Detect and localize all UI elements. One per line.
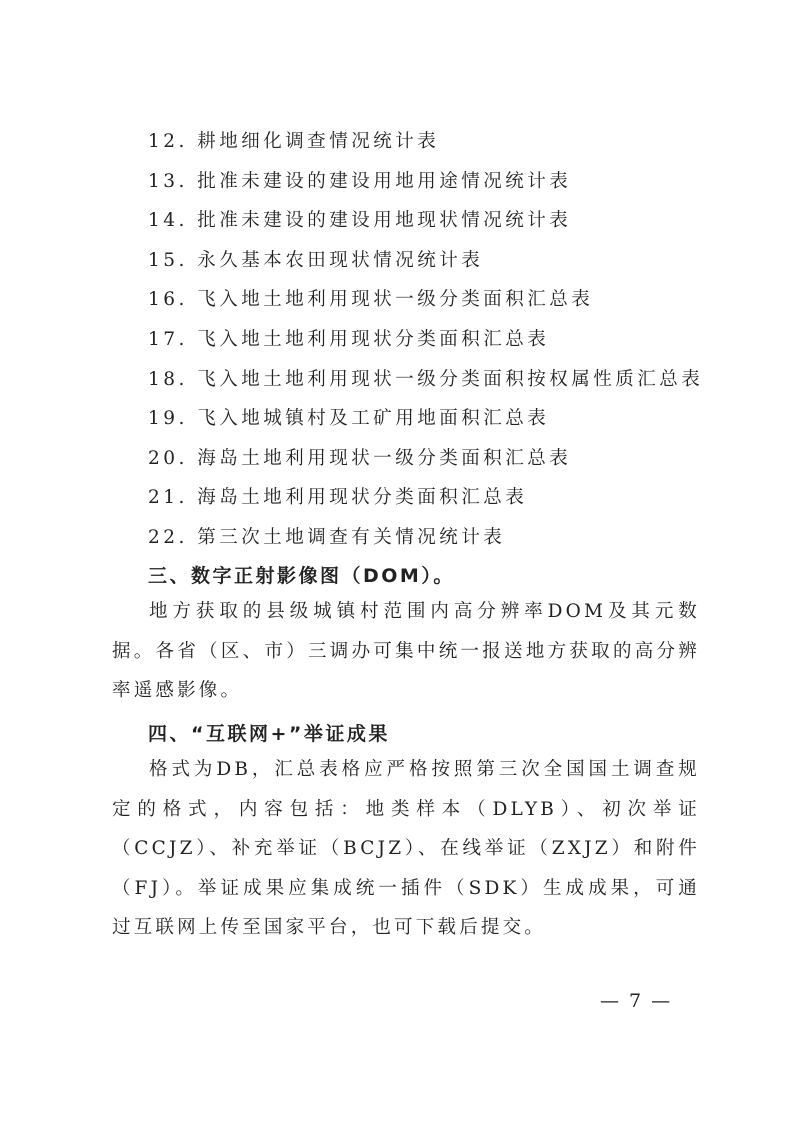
section-heading-evidence: 四、“互联网+”举证成果 (148, 723, 390, 745)
section-paragraph-dom: 地方获取的县级城镇村范围内高分辨率DOM及其元数据。各省（区、市）三调办可集中统一报送地方获取的高分辨率遥感影像。 (112, 601, 700, 702)
section-heading-dom: 三、数字正射影像图（DOM）。 (148, 565, 455, 587)
list-item: 22. 第三次土地调查有关情况统计表 (148, 526, 506, 548)
section-paragraph-evidence: 格式为DB，汇总表格应严格按照第三次全国国土调查规定的格式，内容包括：地类样本（DLYB）、初次举证（CCJZ）、补充举证（BCJZ）、在线举证（ZXJZ）和附件（FJ）。举证成果应集成统一插件（SDK）生成成果，可通过互联网上传至国家平台，也可下载后提交。 (112, 759, 700, 939)
list-item: 12. 耕地细化调查情况统计表 (148, 131, 440, 152)
list-item: 21. 海岛土地利用现状分类面积汇总表 (148, 487, 528, 509)
list-item: 20. 海岛土地利用现状一级分类面积汇总表 (148, 447, 572, 469)
list-item: 19. 飞入地城镇村及工矿用地面积汇总表 (148, 408, 550, 430)
page-number: — 7 — (600, 990, 673, 1012)
table-list (148, 122, 708, 558)
list-item: 15. 永久基本农田现状情况统计表 (148, 249, 484, 271)
list-item: 18. 飞入地土地利用现状一级分类面积按权属性质汇总表 (148, 368, 704, 390)
list-item: 17. 飞入地土地利用现状分类面积汇总表 (148, 328, 550, 350)
list-item: 13. 批准未建设的建设用地用途情况统计表 (148, 170, 572, 192)
list-item: 16. 飞入地土地利用现状一级分类面积汇总表 (148, 289, 594, 311)
list-item: 14. 批准未建设的建设用地现状情况统计表 (148, 210, 572, 232)
